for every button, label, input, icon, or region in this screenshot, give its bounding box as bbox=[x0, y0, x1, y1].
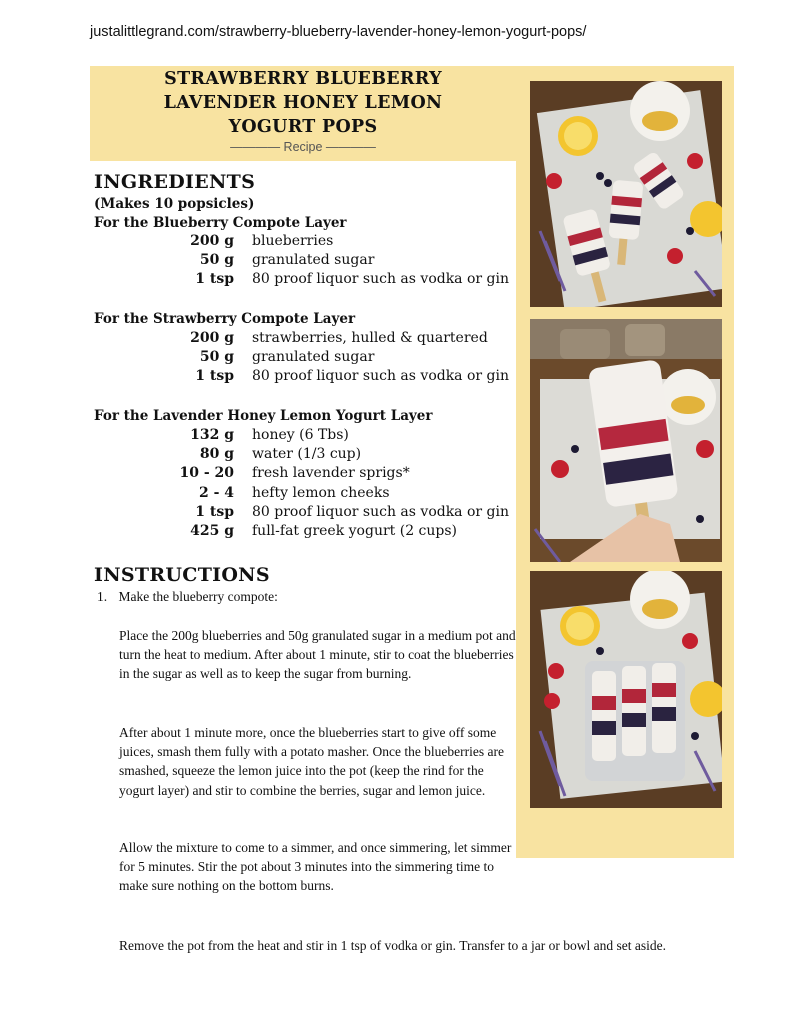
ingredient-qty: 10 - 20 bbox=[179, 465, 234, 481]
ingredient-name: water (1/3 cup) bbox=[252, 446, 362, 462]
title-line-3: YOGURT POPS bbox=[228, 117, 378, 137]
ingredient-qty: 2 - 4 bbox=[198, 485, 234, 501]
instruction-paragraph: Allow the mixture to come to a simmer, and once simmering, let simmer for 5 minutes. Stir the pot about 3 minutes into the simmering time to make sure nothing on the bottom burns. bbox=[119, 840, 512, 894]
step-title: Make the blueberry compote: bbox=[118, 589, 278, 604]
ingredient-qty: 80 g bbox=[199, 446, 234, 462]
section-heading-yogurt: For the Lavender Honey Lemon Yogurt Layer bbox=[94, 408, 433, 424]
photo-popsicles-in-molds bbox=[530, 571, 722, 808]
ingredient-name: hefty lemon cheeks bbox=[252, 485, 390, 501]
instruction-paragraph: Remove the pot from the heat and stir in 1 tsp of vodka or gin. Transfer to a jar or bowl and set aside. bbox=[119, 938, 667, 953]
ingredient-row bbox=[94, 485, 534, 504]
ingredient-row bbox=[94, 446, 534, 465]
title-line-1: STRAWBERRY BLUEBERRY bbox=[164, 69, 442, 89]
ingredient-qty: 1 tsp bbox=[195, 504, 234, 520]
ingredient-qty: 1 tsp bbox=[195, 368, 234, 384]
ingredient-row bbox=[94, 233, 534, 252]
ingredient-qty: 1 tsp bbox=[195, 271, 234, 287]
ingredient-name: granulated sugar bbox=[252, 252, 375, 268]
ingredients-heading: INGREDIENTS bbox=[94, 171, 256, 193]
recipe-title bbox=[90, 67, 516, 139]
step-number: 1. bbox=[97, 589, 108, 604]
ingredient-qty: 132 g bbox=[190, 427, 234, 443]
ingredient-row bbox=[94, 349, 534, 368]
ingredient-name: granulated sugar bbox=[252, 349, 375, 365]
instruction-paragraph: After about 1 minute more, once the blueberries start to give off some juices, smash them fully with a potato masher. Once the blueberries are smashed, squeeze the lemon juice into the pot (keep the rind for the yogurt layer) and stir to combine the berries, sugar and lemon juice. bbox=[119, 725, 505, 798]
ingredient-qty: 200 g bbox=[190, 330, 234, 346]
ingredient-name: strawberries, hulled & quartered bbox=[252, 330, 488, 346]
ingredient-name: blueberries bbox=[252, 233, 334, 249]
yield-note: (Makes 10 popsicles) bbox=[94, 196, 255, 212]
section-heading-strawberry: For the Strawberry Compote Layer bbox=[94, 311, 356, 327]
photo-popsicles-on-parchment bbox=[530, 81, 722, 307]
ingredient-row bbox=[94, 252, 534, 271]
ingredient-row bbox=[94, 465, 534, 484]
section-heading-blueberry: For the Blueberry Compote Layer bbox=[94, 215, 347, 231]
instruction-step bbox=[97, 589, 278, 605]
ingredient-row bbox=[94, 368, 534, 387]
ingredient-row bbox=[94, 330, 534, 349]
source-url[interactable]: justalittlegrand.com/strawberry-blueberry-lavender-honey-lemon-yogurt-pops/ bbox=[90, 24, 587, 40]
instructions-heading: INSTRUCTIONS bbox=[94, 564, 270, 586]
ingredient-row bbox=[94, 523, 534, 542]
ingredient-qty: 50 g bbox=[199, 349, 234, 365]
ingredient-qty: 425 g bbox=[190, 523, 234, 539]
ingredient-name: honey (6 Tbs) bbox=[252, 427, 349, 443]
ingredient-qty: 50 g bbox=[199, 252, 234, 268]
ingredient-row bbox=[94, 427, 534, 446]
photo-hand-holding-popsicle bbox=[530, 319, 722, 562]
ingredient-name: full-fat greek yogurt (2 cups) bbox=[252, 523, 458, 539]
instruction-paragraph: Place the 200g blueberries and 50g granulated sugar in a medium pot and turn the heat to medium. After about 1 minute, stir to coat the blueberries in the sugar as well as to keep the sugar from burning. bbox=[119, 628, 516, 682]
ingredient-name: fresh lavender sprigs* bbox=[252, 465, 410, 481]
title-line-2: LAVENDER HONEY LEMON bbox=[163, 93, 443, 113]
recipe-subtitle: ———— Recipe ———— bbox=[230, 140, 376, 154]
ingredient-name: 80 proof liquor such as vodka or gin bbox=[252, 504, 510, 520]
ingredient-row bbox=[94, 271, 534, 290]
ingredient-qty: 200 g bbox=[190, 233, 234, 249]
ingredient-name: 80 proof liquor such as vodka or gin bbox=[252, 271, 510, 287]
ingredient-row bbox=[94, 504, 534, 523]
ingredient-name: 80 proof liquor such as vodka or gin bbox=[252, 368, 510, 384]
